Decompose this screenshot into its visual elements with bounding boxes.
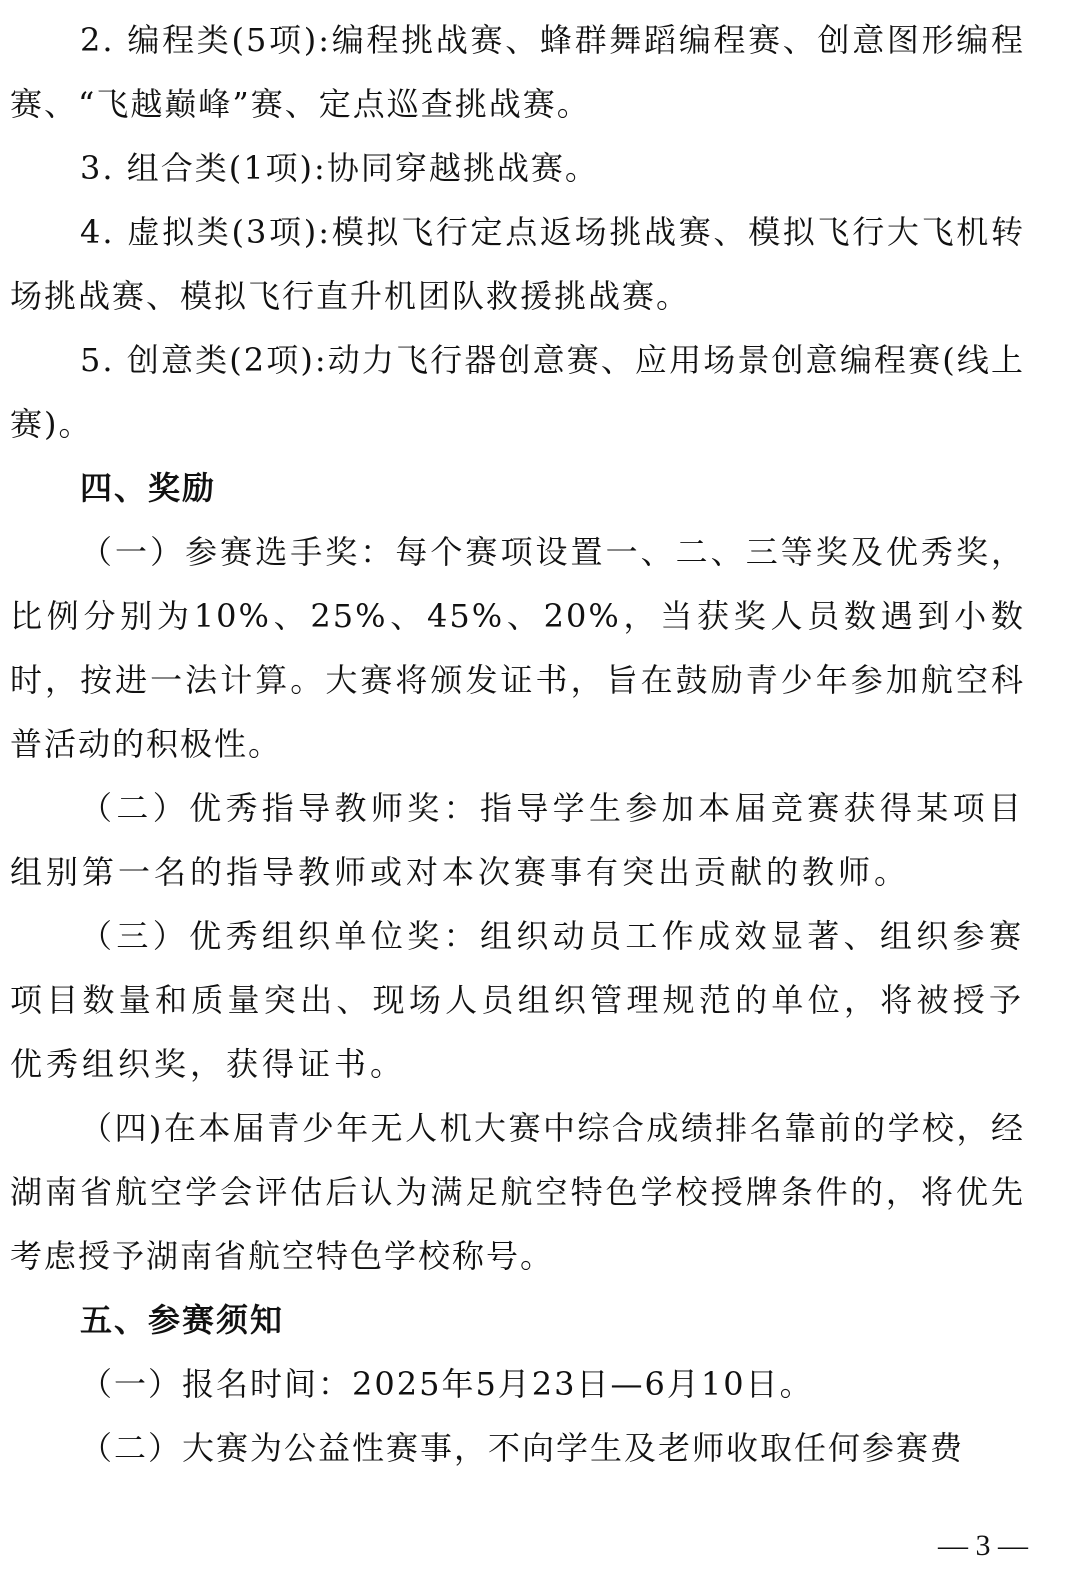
paragraph-creative-category: 5. 创意类(2项):动力飞行器创意赛、应用场景创意编程赛(线上赛)。	[10, 341, 1025, 443]
paragraph-virtual-category: 4. 虚拟类(3项):模拟飞行定点返场挑战赛、模拟飞行大飞机转场挑战赛、模拟飞行直升机团队救援挑战赛。	[10, 213, 1025, 315]
section-heading-notice: 五、参赛须知	[80, 1301, 285, 1339]
section-heading-awards: 四、奖励	[80, 469, 217, 507]
paragraph-school-title: （四)在本届青少年无人机大赛中综合成绩排名靠前的学校，经湖南省航空学会评估后认为满足航空特色学校授牌条件的，将优先考虑授予湖南省航空特色学校称号。	[10, 1109, 1025, 1275]
paragraph-contestant-award: （一）参赛选手奖：每个赛项设置一、二、三等奖及优秀奖，比例分别为10%、25%、45%、20%，当获奖人员数遇到小数时，按进一法计算。大赛将颁发证书，旨在鼓励青少年参加航空科普活动的积极性。	[10, 533, 1025, 763]
page-number: — 3 —	[938, 1529, 1028, 1562]
paragraph-registration-time: （一）报名时间：2025年5月23日—6月10日。	[80, 1365, 814, 1403]
document-body	[10, 8, 1025, 1480]
paragraph-free-participation: （二）大赛为公益性赛事，不向学生及老师收取任何参赛费	[80, 1429, 965, 1467]
paragraph-organization-award: （三）优秀组织单位奖：组织动员工作成效显著、组织参赛项目数量和质量突出、现场人员组织管理规范的单位，将被授予优秀组织奖，获得证书。	[10, 917, 1025, 1083]
paragraph-combination-category: 3. 组合类(1项):协同穿越挑战赛。	[80, 149, 599, 187]
paragraph-programming-category: 2. 编程类(5项):编程挑战赛、蜂群舞蹈编程赛、创意图形编程赛、“飞越巅峰”赛、定点巡查挑战赛。	[10, 21, 1025, 123]
paragraph-teacher-award: （二）优秀指导教师奖：指导学生参加本届竞赛获得某项目组别第一名的指导教师或对本次赛事有突出贡献的教师。	[10, 789, 1025, 891]
